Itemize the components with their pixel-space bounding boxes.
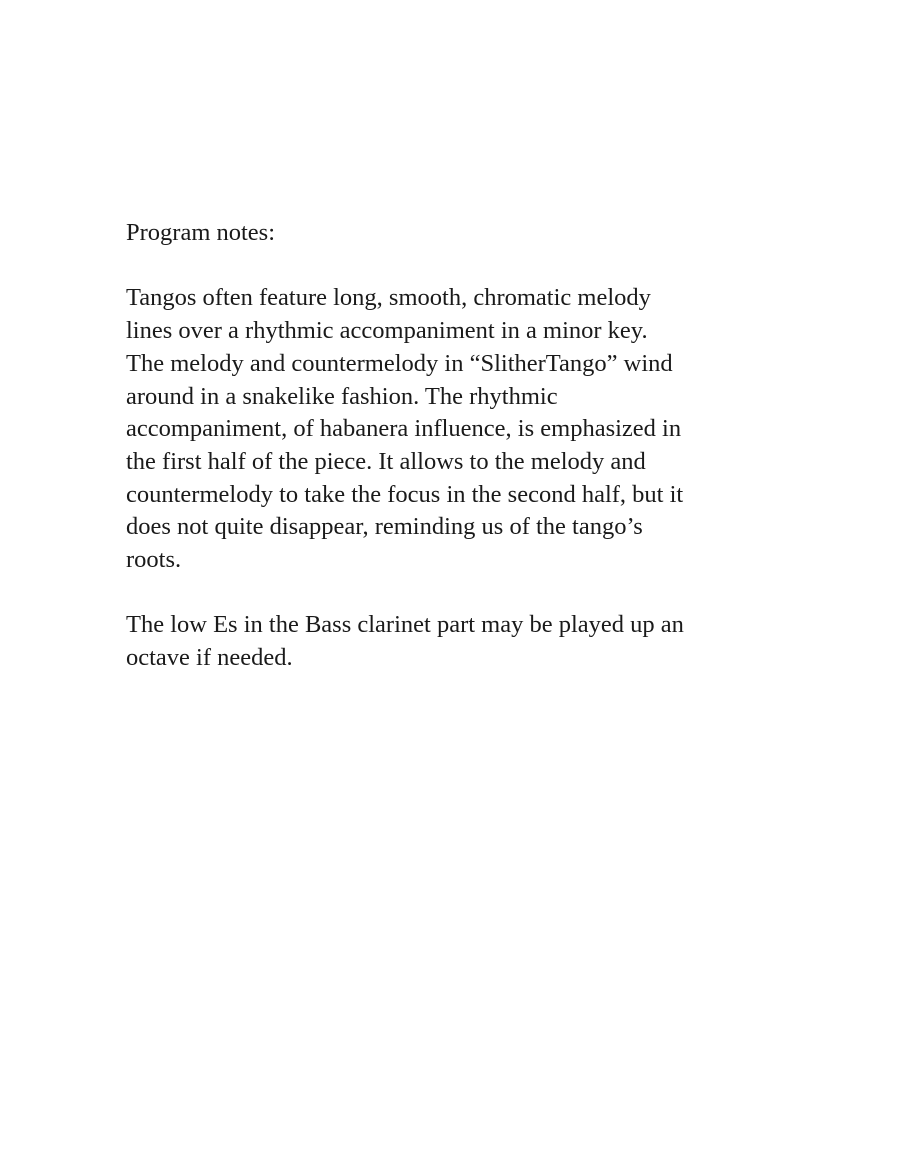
paragraph-line: lines over a rhythmic accompaniment in a minor key. [126,317,648,345]
program-notes [126,217,766,675]
paragraph-spacer [126,250,766,283]
paragraph-line: octave if needed. [126,644,293,672]
paragraph-line: the first half of the piece. It allows to the melody and [126,447,646,475]
paragraph-line: The low Es in the Bass clarinet part may be played up an [126,611,684,639]
program-notes-paragraph-2 [126,609,766,674]
paragraph-line: accompaniment, of habanera influence, is emphasized in [126,415,682,443]
paragraph-line: countermelody to take the focus in the second half, but it [126,480,684,508]
program-notes-heading: Program notes: [126,219,276,246]
paragraph-spacer [126,577,766,610]
paragraph-line: around in a snakelike fashion. The rhythmic [126,382,558,410]
program-notes-paragraph-1 [126,282,766,576]
paragraph-line: The melody and countermelody in “SlitherTango” wind [126,349,673,377]
paragraph-line: Tangos often feature long, smooth, chromatic melody [126,284,651,312]
paragraph-line: does not quite disappear, reminding us of the tango’s [126,513,643,541]
paragraph-line: roots. [126,546,182,574]
